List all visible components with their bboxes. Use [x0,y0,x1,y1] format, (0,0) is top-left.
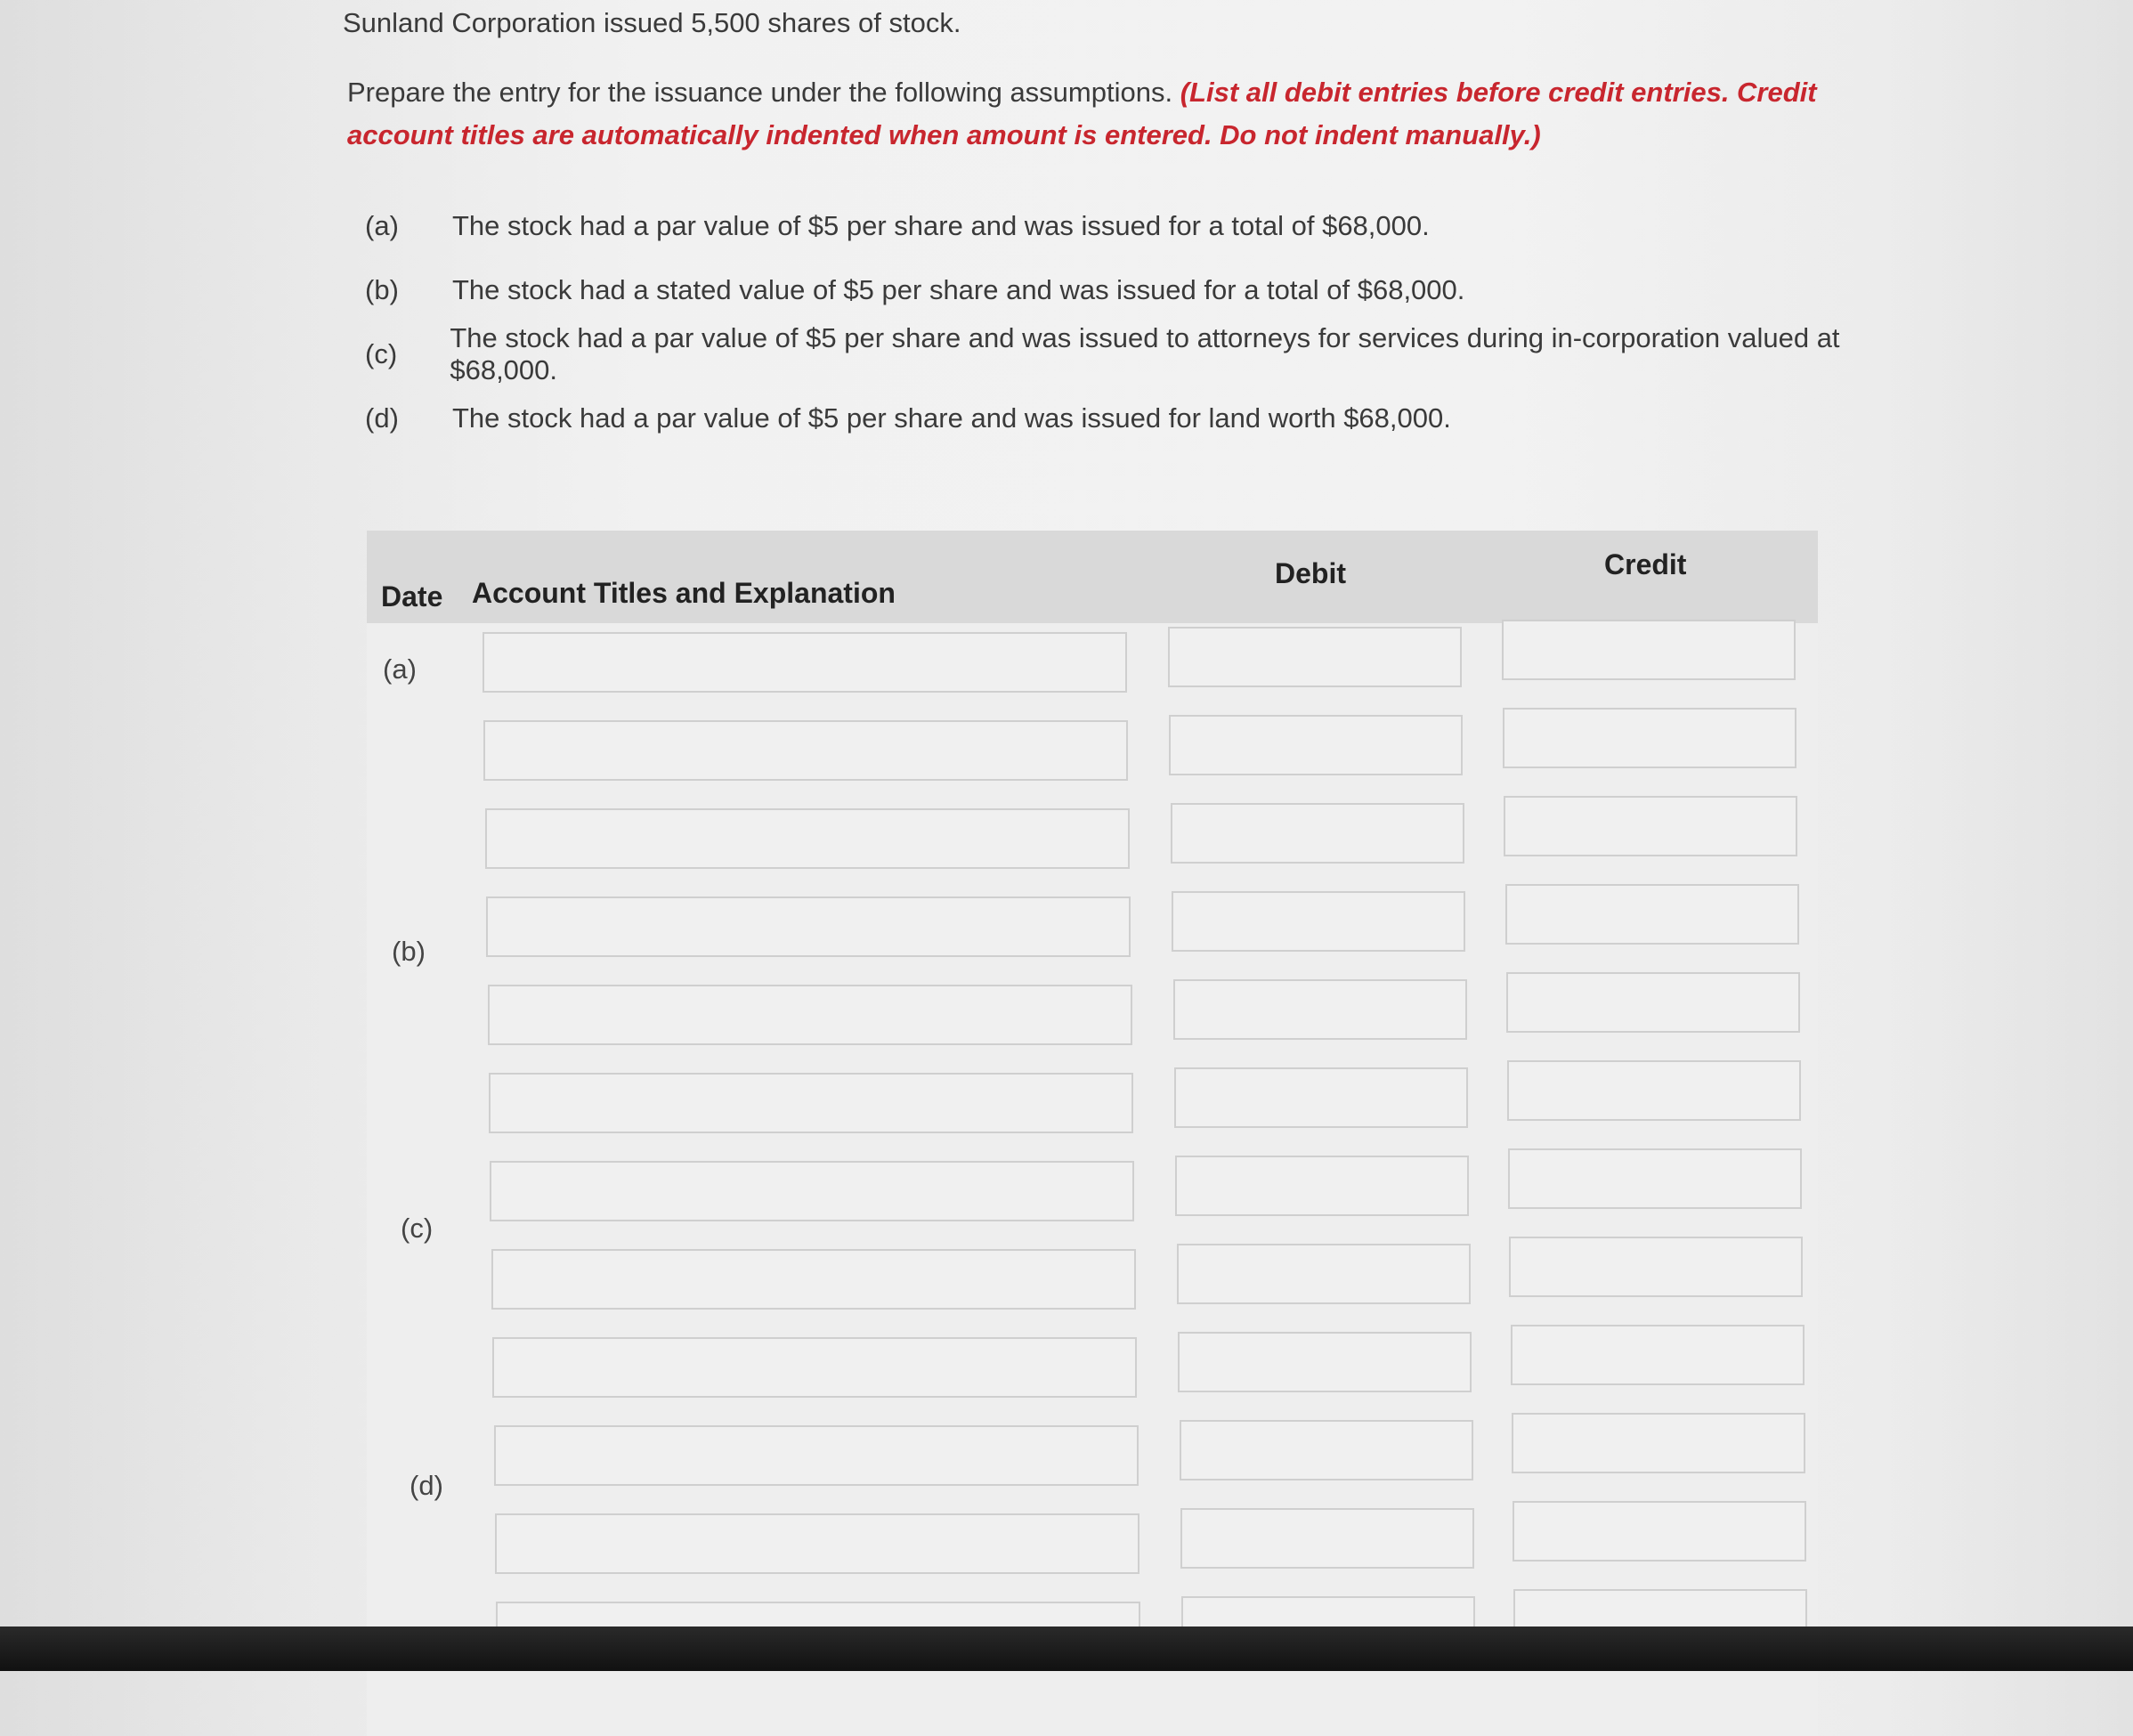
debit-field[interactable] [1168,627,1462,687]
assumption-item [365,258,1914,322]
credit-field[interactable] [1503,708,1796,768]
assumption-letter: (c) [365,338,398,369]
account-title-field[interactable] [489,1073,1133,1133]
instructions-note: (List all debit entries before credit entries. Credit account titles are automatically indented when amount is entered. Do not indent manually.) [347,77,1817,150]
account-title-field[interactable] [485,808,1130,869]
instructions-prompt: Prepare the entry for the issuance under the following assumptions. [347,77,1173,108]
assumption-text: The stock had a stated value of $5 per share and was issued for a total of $68,000. [452,274,1465,305]
header-account-titles: Account Titles and Explanation [472,577,896,609]
journal-body [367,623,1818,1736]
assumption-letter: (b) [365,274,399,305]
header-credit: Credit [1604,548,1687,580]
credit-field[interactable] [1512,1413,1805,1473]
screen-bezel [0,1626,2133,1671]
credit-field[interactable] [1505,884,1799,945]
entry-label: (c) [401,1213,434,1244]
assumption-letter: (d) [365,402,399,434]
credit-field[interactable] [1513,1501,1806,1562]
credit-field[interactable] [1508,1148,1802,1209]
credit-field[interactable] [1506,972,1800,1033]
entry-label: (d) [410,1470,443,1501]
assumption-letter: (a) [365,210,399,241]
assumption-item [365,194,1914,258]
account-title-field[interactable] [491,1249,1136,1310]
credit-field[interactable] [1504,796,1797,856]
account-title-field[interactable] [494,1425,1139,1486]
entry-label: (a) [383,653,417,685]
entry-label: (b) [392,936,426,967]
header-date: Date [381,580,443,612]
debit-field[interactable] [1169,715,1463,775]
problem-intro: Sunland Corporation issued 5,500 shares of stock. [343,7,961,38]
credit-field[interactable] [1502,620,1796,680]
account-title-field[interactable] [486,896,1131,957]
assumption-text: The stock had a par value of $5 per share and was issued to attorneys for services during in-corporation valued at $68,000. [450,322,1840,385]
header-debit: Debit [1275,557,1346,589]
assumption-text: The stock had a par value of $5 per share and was issued for land worth $68,000. [452,402,1451,434]
account-title-field[interactable] [483,720,1128,781]
assumptions-list [365,194,1914,450]
problem-instructions [347,71,1896,157]
debit-field[interactable] [1180,1508,1474,1569]
assumption-text: The stock had a par value of $5 per share and was issued for a total of $68,000. [452,210,1430,241]
debit-field[interactable] [1175,1156,1469,1216]
debit-field[interactable] [1180,1420,1473,1480]
assumption-item [365,386,1914,450]
account-title-field[interactable] [488,985,1132,1045]
account-title-field[interactable] [495,1513,1139,1574]
debit-field[interactable] [1173,979,1467,1040]
credit-field[interactable] [1509,1237,1803,1297]
journal-entry-table [367,531,1818,1736]
debit-field[interactable] [1177,1244,1471,1304]
debit-field[interactable] [1172,891,1465,952]
assumption-item [365,322,1914,386]
debit-field[interactable] [1171,803,1464,864]
credit-field[interactable] [1507,1060,1801,1121]
account-title-field[interactable] [492,1337,1137,1398]
debit-field[interactable] [1174,1067,1468,1128]
credit-field[interactable] [1511,1325,1805,1385]
account-title-field[interactable] [483,632,1127,693]
journal-header [367,531,1818,623]
debit-field[interactable] [1178,1332,1472,1392]
account-title-field[interactable] [490,1161,1134,1221]
